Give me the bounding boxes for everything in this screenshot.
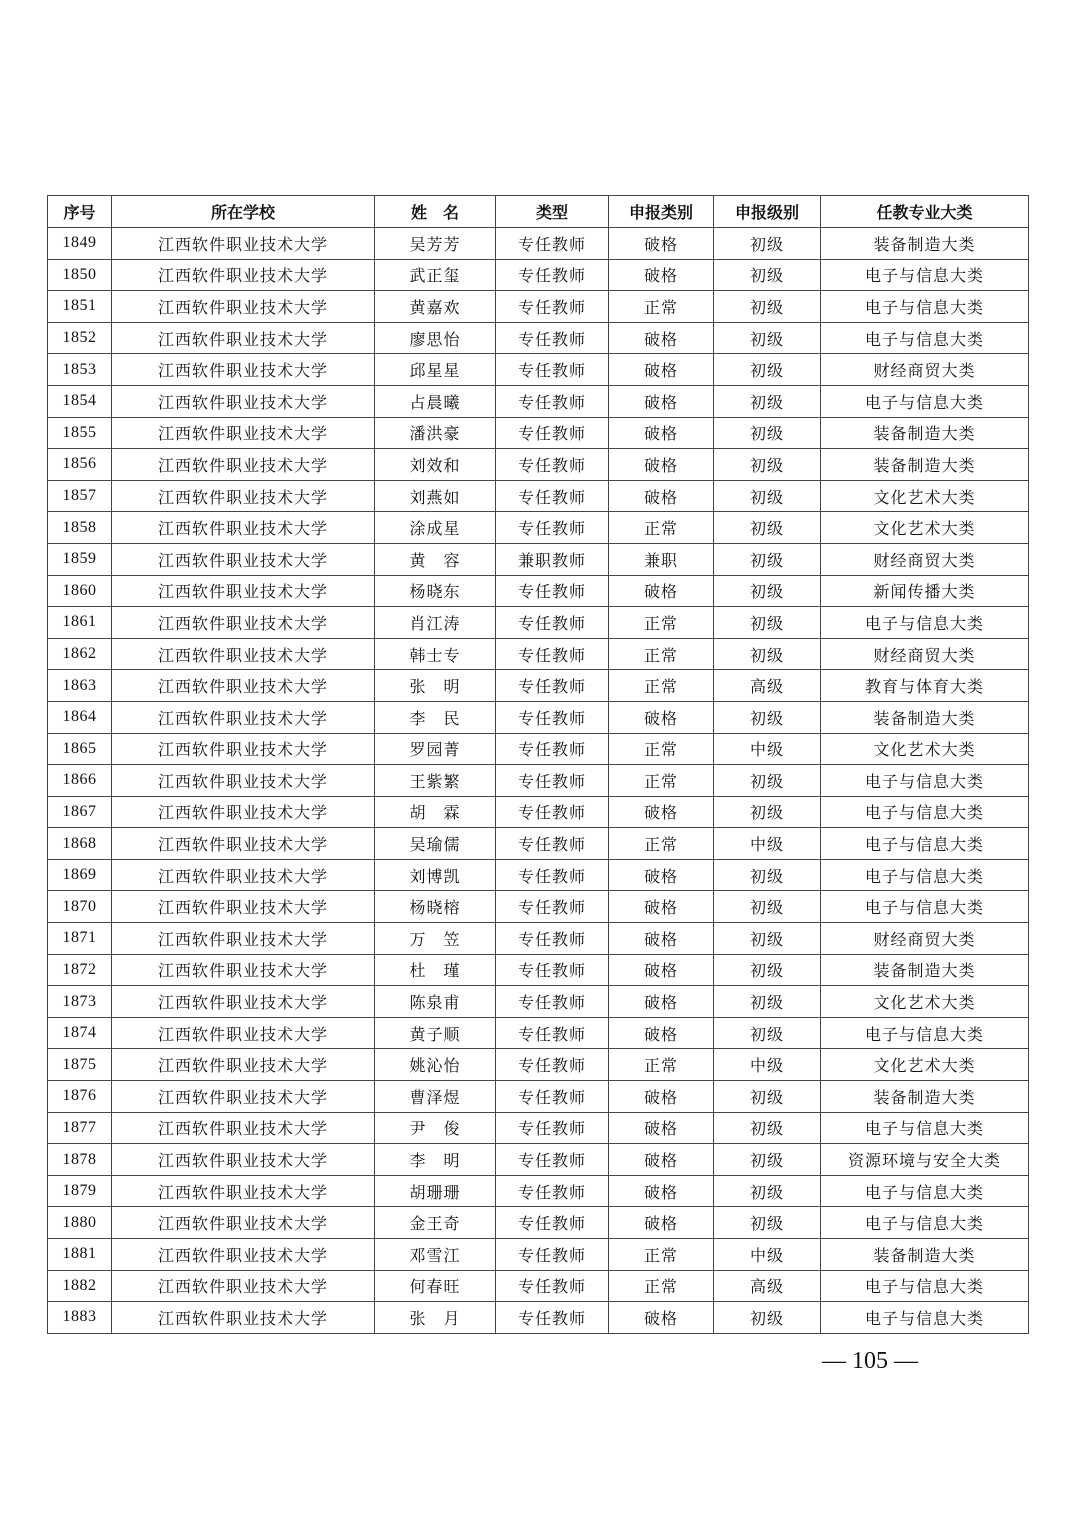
major-cell: 装备制造大类 bbox=[821, 449, 1029, 481]
major-cell: 电子与信息大类 bbox=[821, 322, 1029, 354]
school-cell: 江西软件职业技术大学 bbox=[112, 923, 375, 955]
name-cell: 吴瑜儒 bbox=[375, 828, 496, 860]
seq-cell: 1856 bbox=[48, 449, 112, 481]
major-cell: 电子与信息大类 bbox=[821, 891, 1029, 923]
type-cell: 专任教师 bbox=[496, 449, 609, 481]
seq-cell: 1860 bbox=[48, 575, 112, 607]
page-number: — 105 — bbox=[822, 1348, 918, 1374]
seq-cell: 1864 bbox=[48, 701, 112, 733]
seq-cell: 1879 bbox=[48, 1175, 112, 1207]
name-cell: 尹 俊 bbox=[375, 1112, 496, 1144]
category-cell: 破格 bbox=[609, 1144, 714, 1176]
table-row bbox=[48, 733, 1029, 765]
type-cell: 专任教师 bbox=[496, 828, 609, 860]
school-cell: 江西软件职业技术大学 bbox=[112, 765, 375, 797]
seq-cell: 1861 bbox=[48, 607, 112, 639]
school-cell: 江西软件职业技术大学 bbox=[112, 1017, 375, 1049]
school-cell: 江西软件职业技术大学 bbox=[112, 1207, 375, 1239]
seq-cell: 1882 bbox=[48, 1270, 112, 1302]
type-cell: 专任教师 bbox=[496, 1302, 609, 1334]
type-cell: 专任教师 bbox=[496, 575, 609, 607]
level-cell: 初级 bbox=[714, 701, 821, 733]
col-school-header: 所在学校 bbox=[112, 196, 375, 228]
school-cell: 江西软件职业技术大学 bbox=[112, 1081, 375, 1113]
name-cell: 韩士专 bbox=[375, 638, 496, 670]
category-cell: 破格 bbox=[609, 954, 714, 986]
seq-cell: 1854 bbox=[48, 385, 112, 417]
seq-cell: 1874 bbox=[48, 1017, 112, 1049]
level-cell: 初级 bbox=[714, 1081, 821, 1113]
major-cell: 资源环境与安全大类 bbox=[821, 1144, 1029, 1176]
name-cell: 杨晓榕 bbox=[375, 891, 496, 923]
name-cell: 胡 霖 bbox=[375, 796, 496, 828]
table-row bbox=[48, 228, 1029, 260]
level-cell: 初级 bbox=[714, 480, 821, 512]
type-cell: 专任教师 bbox=[496, 670, 609, 702]
table-row bbox=[48, 607, 1029, 639]
type-cell: 专任教师 bbox=[496, 1239, 609, 1271]
seq-cell: 1855 bbox=[48, 417, 112, 449]
category-cell: 破格 bbox=[609, 228, 714, 260]
table-row bbox=[48, 512, 1029, 544]
type-cell: 专任教师 bbox=[496, 986, 609, 1018]
school-cell: 江西软件职业技术大学 bbox=[112, 417, 375, 449]
header-row bbox=[48, 196, 1029, 228]
school-cell: 江西软件职业技术大学 bbox=[112, 670, 375, 702]
category-cell: 正常 bbox=[609, 733, 714, 765]
level-cell: 初级 bbox=[714, 1302, 821, 1334]
col-name-header: 姓 名 bbox=[375, 196, 496, 228]
level-cell: 初级 bbox=[714, 512, 821, 544]
major-cell: 财经商贸大类 bbox=[821, 543, 1029, 575]
level-cell: 初级 bbox=[714, 796, 821, 828]
type-cell: 专任教师 bbox=[496, 796, 609, 828]
major-cell: 电子与信息大类 bbox=[821, 859, 1029, 891]
major-cell: 电子与信息大类 bbox=[821, 765, 1029, 797]
major-cell: 装备制造大类 bbox=[821, 1239, 1029, 1271]
name-cell: 邓雪江 bbox=[375, 1239, 496, 1271]
name-cell: 黄嘉欢 bbox=[375, 291, 496, 323]
category-cell: 破格 bbox=[609, 259, 714, 291]
level-cell: 初级 bbox=[714, 228, 821, 260]
name-cell: 占晨曦 bbox=[375, 385, 496, 417]
level-cell: 中级 bbox=[714, 1239, 821, 1271]
school-cell: 江西软件职业技术大学 bbox=[112, 512, 375, 544]
level-cell: 初级 bbox=[714, 354, 821, 386]
seq-cell: 1859 bbox=[48, 543, 112, 575]
category-cell: 破格 bbox=[609, 923, 714, 955]
table-row bbox=[48, 385, 1029, 417]
name-cell: 肖江涛 bbox=[375, 607, 496, 639]
major-cell: 电子与信息大类 bbox=[821, 828, 1029, 860]
col-category-header: 申报类别 bbox=[609, 196, 714, 228]
table-row bbox=[48, 923, 1029, 955]
school-cell: 江西软件职业技术大学 bbox=[112, 543, 375, 575]
school-cell: 江西软件职业技术大学 bbox=[112, 322, 375, 354]
seq-cell: 1865 bbox=[48, 733, 112, 765]
level-cell: 初级 bbox=[714, 543, 821, 575]
type-cell: 专任教师 bbox=[496, 607, 609, 639]
name-cell: 杨晓东 bbox=[375, 575, 496, 607]
seq-cell: 1876 bbox=[48, 1081, 112, 1113]
category-cell: 破格 bbox=[609, 859, 714, 891]
major-cell: 电子与信息大类 bbox=[821, 1112, 1029, 1144]
table-row bbox=[48, 1017, 1029, 1049]
table-row bbox=[48, 828, 1029, 860]
name-cell: 刘效和 bbox=[375, 449, 496, 481]
table-row bbox=[48, 480, 1029, 512]
seq-cell: 1875 bbox=[48, 1049, 112, 1081]
type-cell: 专任教师 bbox=[496, 1081, 609, 1113]
level-cell: 初级 bbox=[714, 322, 821, 354]
school-cell: 江西软件职业技术大学 bbox=[112, 796, 375, 828]
school-cell: 江西软件职业技术大学 bbox=[112, 828, 375, 860]
category-cell: 破格 bbox=[609, 385, 714, 417]
table-row bbox=[48, 670, 1029, 702]
level-cell: 初级 bbox=[714, 575, 821, 607]
school-cell: 江西软件职业技术大学 bbox=[112, 575, 375, 607]
table-row bbox=[48, 1302, 1029, 1334]
level-cell: 初级 bbox=[714, 259, 821, 291]
table-row bbox=[48, 796, 1029, 828]
seq-cell: 1872 bbox=[48, 954, 112, 986]
seq-cell: 1850 bbox=[48, 259, 112, 291]
level-cell: 初级 bbox=[714, 1144, 821, 1176]
type-cell: 专任教师 bbox=[496, 228, 609, 260]
school-cell: 江西软件职业技术大学 bbox=[112, 638, 375, 670]
major-cell: 财经商贸大类 bbox=[821, 354, 1029, 386]
school-cell: 江西软件职业技术大学 bbox=[112, 1302, 375, 1334]
category-cell: 兼职 bbox=[609, 543, 714, 575]
table-row bbox=[48, 575, 1029, 607]
table-body bbox=[48, 228, 1029, 1334]
seq-cell: 1852 bbox=[48, 322, 112, 354]
table-row bbox=[48, 1144, 1029, 1176]
name-cell: 万 笠 bbox=[375, 923, 496, 955]
type-cell: 专任教师 bbox=[496, 765, 609, 797]
major-cell: 文化艺术大类 bbox=[821, 1049, 1029, 1081]
table-row bbox=[48, 354, 1029, 386]
name-cell: 潘洪豪 bbox=[375, 417, 496, 449]
table-row bbox=[48, 1049, 1029, 1081]
seq-cell: 1883 bbox=[48, 1302, 112, 1334]
table-row bbox=[48, 701, 1029, 733]
school-cell: 江西软件职业技术大学 bbox=[112, 1239, 375, 1271]
name-cell: 金王奇 bbox=[375, 1207, 496, 1239]
school-cell: 江西软件职业技术大学 bbox=[112, 259, 375, 291]
seq-cell: 1880 bbox=[48, 1207, 112, 1239]
seq-cell: 1866 bbox=[48, 765, 112, 797]
level-cell: 初级 bbox=[714, 765, 821, 797]
seq-cell: 1869 bbox=[48, 859, 112, 891]
category-cell: 破格 bbox=[609, 449, 714, 481]
table-row bbox=[48, 1175, 1029, 1207]
name-cell: 张 明 bbox=[375, 670, 496, 702]
type-cell: 专任教师 bbox=[496, 480, 609, 512]
name-cell: 吴芳芳 bbox=[375, 228, 496, 260]
category-cell: 正常 bbox=[609, 607, 714, 639]
table-row bbox=[48, 859, 1029, 891]
category-cell: 正常 bbox=[609, 1049, 714, 1081]
name-cell: 胡珊珊 bbox=[375, 1175, 496, 1207]
major-cell: 文化艺术大类 bbox=[821, 512, 1029, 544]
name-cell: 黄 容 bbox=[375, 543, 496, 575]
school-cell: 江西软件职业技术大学 bbox=[112, 954, 375, 986]
major-cell: 电子与信息大类 bbox=[821, 259, 1029, 291]
school-cell: 江西软件职业技术大学 bbox=[112, 1049, 375, 1081]
category-cell: 正常 bbox=[609, 638, 714, 670]
level-cell: 初级 bbox=[714, 986, 821, 1018]
type-cell: 专任教师 bbox=[496, 417, 609, 449]
seq-cell: 1857 bbox=[48, 480, 112, 512]
major-cell: 电子与信息大类 bbox=[821, 1207, 1029, 1239]
level-cell: 初级 bbox=[714, 859, 821, 891]
name-cell: 涂成星 bbox=[375, 512, 496, 544]
level-cell: 中级 bbox=[714, 1049, 821, 1081]
level-cell: 初级 bbox=[714, 638, 821, 670]
category-cell: 破格 bbox=[609, 354, 714, 386]
school-cell: 江西软件职业技术大学 bbox=[112, 607, 375, 639]
level-cell: 初级 bbox=[714, 1175, 821, 1207]
type-cell: 专任教师 bbox=[496, 512, 609, 544]
category-cell: 正常 bbox=[609, 670, 714, 702]
name-cell: 陈泉甫 bbox=[375, 986, 496, 1018]
category-cell: 破格 bbox=[609, 480, 714, 512]
category-cell: 破格 bbox=[609, 575, 714, 607]
type-cell: 专任教师 bbox=[496, 1112, 609, 1144]
level-cell: 初级 bbox=[714, 449, 821, 481]
type-cell: 专任教师 bbox=[496, 322, 609, 354]
category-cell: 正常 bbox=[609, 1270, 714, 1302]
major-cell: 财经商贸大类 bbox=[821, 638, 1029, 670]
type-cell: 兼职教师 bbox=[496, 543, 609, 575]
category-cell: 正常 bbox=[609, 765, 714, 797]
major-cell: 文化艺术大类 bbox=[821, 480, 1029, 512]
major-cell: 装备制造大类 bbox=[821, 228, 1029, 260]
level-cell: 初级 bbox=[714, 607, 821, 639]
name-cell: 李 明 bbox=[375, 1144, 496, 1176]
category-cell: 破格 bbox=[609, 891, 714, 923]
category-cell: 正常 bbox=[609, 512, 714, 544]
major-cell: 文化艺术大类 bbox=[821, 986, 1029, 1018]
school-cell: 江西软件职业技术大学 bbox=[112, 1270, 375, 1302]
name-cell: 何春旺 bbox=[375, 1270, 496, 1302]
seq-cell: 1868 bbox=[48, 828, 112, 860]
major-cell: 电子与信息大类 bbox=[821, 291, 1029, 323]
name-cell: 杜 瑾 bbox=[375, 954, 496, 986]
level-cell: 初级 bbox=[714, 923, 821, 955]
col-seq-header: 序号 bbox=[48, 196, 112, 228]
level-cell: 高级 bbox=[714, 670, 821, 702]
type-cell: 专任教师 bbox=[496, 733, 609, 765]
school-cell: 江西软件职业技术大学 bbox=[112, 733, 375, 765]
category-cell: 正常 bbox=[609, 291, 714, 323]
table-header bbox=[48, 196, 1029, 228]
seq-cell: 1881 bbox=[48, 1239, 112, 1271]
table-row bbox=[48, 986, 1029, 1018]
col-major-header: 任教专业大类 bbox=[821, 196, 1029, 228]
category-cell: 破格 bbox=[609, 1017, 714, 1049]
name-cell: 黄子顺 bbox=[375, 1017, 496, 1049]
seq-cell: 1870 bbox=[48, 891, 112, 923]
type-cell: 专任教师 bbox=[496, 701, 609, 733]
table-row bbox=[48, 765, 1029, 797]
category-cell: 破格 bbox=[609, 1175, 714, 1207]
major-cell: 电子与信息大类 bbox=[821, 1017, 1029, 1049]
school-cell: 江西软件职业技术大学 bbox=[112, 891, 375, 923]
level-cell: 初级 bbox=[714, 954, 821, 986]
major-cell: 电子与信息大类 bbox=[821, 385, 1029, 417]
type-cell: 专任教师 bbox=[496, 1207, 609, 1239]
name-cell: 刘博凯 bbox=[375, 859, 496, 891]
type-cell: 专任教师 bbox=[496, 1270, 609, 1302]
table-row bbox=[48, 291, 1029, 323]
table-row bbox=[48, 449, 1029, 481]
table-row bbox=[48, 1270, 1029, 1302]
major-cell: 装备制造大类 bbox=[821, 1081, 1029, 1113]
type-cell: 专任教师 bbox=[496, 385, 609, 417]
type-cell: 专任教师 bbox=[496, 1144, 609, 1176]
level-cell: 中级 bbox=[714, 733, 821, 765]
table-row bbox=[48, 1081, 1029, 1113]
seq-cell: 1867 bbox=[48, 796, 112, 828]
table-row bbox=[48, 1239, 1029, 1271]
name-cell: 罗园菁 bbox=[375, 733, 496, 765]
table-row bbox=[48, 1207, 1029, 1239]
type-cell: 专任教师 bbox=[496, 354, 609, 386]
level-cell: 初级 bbox=[714, 1017, 821, 1049]
school-cell: 江西软件职业技术大学 bbox=[112, 986, 375, 1018]
type-cell: 专任教师 bbox=[496, 259, 609, 291]
name-cell: 武正玺 bbox=[375, 259, 496, 291]
roster-table bbox=[47, 195, 1029, 1334]
category-cell: 破格 bbox=[609, 986, 714, 1018]
col-type-header: 类型 bbox=[496, 196, 609, 228]
table-row bbox=[48, 1112, 1029, 1144]
major-cell: 新闻传播大类 bbox=[821, 575, 1029, 607]
major-cell: 电子与信息大类 bbox=[821, 1175, 1029, 1207]
name-cell: 邱星星 bbox=[375, 354, 496, 386]
school-cell: 江西软件职业技术大学 bbox=[112, 385, 375, 417]
category-cell: 正常 bbox=[609, 828, 714, 860]
col-level-header: 申报级别 bbox=[714, 196, 821, 228]
type-cell: 专任教师 bbox=[496, 1049, 609, 1081]
table-row bbox=[48, 417, 1029, 449]
school-cell: 江西软件职业技术大学 bbox=[112, 859, 375, 891]
school-cell: 江西软件职业技术大学 bbox=[112, 1144, 375, 1176]
name-cell: 姚沁怡 bbox=[375, 1049, 496, 1081]
seq-cell: 1863 bbox=[48, 670, 112, 702]
school-cell: 江西软件职业技术大学 bbox=[112, 1112, 375, 1144]
seq-cell: 1849 bbox=[48, 228, 112, 260]
table-row bbox=[48, 891, 1029, 923]
type-cell: 专任教师 bbox=[496, 923, 609, 955]
level-cell: 初级 bbox=[714, 1207, 821, 1239]
category-cell: 破格 bbox=[609, 796, 714, 828]
level-cell: 初级 bbox=[714, 891, 821, 923]
category-cell: 破格 bbox=[609, 417, 714, 449]
name-cell: 张 月 bbox=[375, 1302, 496, 1334]
category-cell: 正常 bbox=[609, 1239, 714, 1271]
level-cell: 初级 bbox=[714, 385, 821, 417]
type-cell: 专任教师 bbox=[496, 891, 609, 923]
seq-cell: 1878 bbox=[48, 1144, 112, 1176]
major-cell: 装备制造大类 bbox=[821, 417, 1029, 449]
major-cell: 教育与体育大类 bbox=[821, 670, 1029, 702]
major-cell: 财经商贸大类 bbox=[821, 923, 1029, 955]
category-cell: 破格 bbox=[609, 701, 714, 733]
level-cell: 初级 bbox=[714, 1112, 821, 1144]
seq-cell: 1858 bbox=[48, 512, 112, 544]
category-cell: 破格 bbox=[609, 1112, 714, 1144]
major-cell: 电子与信息大类 bbox=[821, 607, 1029, 639]
seq-cell: 1871 bbox=[48, 923, 112, 955]
level-cell: 初级 bbox=[714, 291, 821, 323]
major-cell: 装备制造大类 bbox=[821, 701, 1029, 733]
school-cell: 江西软件职业技术大学 bbox=[112, 354, 375, 386]
seq-cell: 1853 bbox=[48, 354, 112, 386]
category-cell: 破格 bbox=[609, 1207, 714, 1239]
table-row bbox=[48, 638, 1029, 670]
seq-cell: 1877 bbox=[48, 1112, 112, 1144]
level-cell: 中级 bbox=[714, 828, 821, 860]
major-cell: 装备制造大类 bbox=[821, 954, 1029, 986]
type-cell: 专任教师 bbox=[496, 291, 609, 323]
school-cell: 江西软件职业技术大学 bbox=[112, 449, 375, 481]
level-cell: 高级 bbox=[714, 1270, 821, 1302]
name-cell: 刘燕如 bbox=[375, 480, 496, 512]
school-cell: 江西软件职业技术大学 bbox=[112, 1175, 375, 1207]
seq-cell: 1873 bbox=[48, 986, 112, 1018]
name-cell: 曹泽煜 bbox=[375, 1081, 496, 1113]
table-row bbox=[48, 259, 1029, 291]
type-cell: 专任教师 bbox=[496, 1175, 609, 1207]
name-cell: 李 民 bbox=[375, 701, 496, 733]
table-row bbox=[48, 954, 1029, 986]
major-cell: 电子与信息大类 bbox=[821, 1302, 1029, 1334]
seq-cell: 1851 bbox=[48, 291, 112, 323]
type-cell: 专任教师 bbox=[496, 954, 609, 986]
category-cell: 破格 bbox=[609, 1081, 714, 1113]
school-cell: 江西软件职业技术大学 bbox=[112, 291, 375, 323]
school-cell: 江西软件职业技术大学 bbox=[112, 228, 375, 260]
level-cell: 初级 bbox=[714, 417, 821, 449]
category-cell: 破格 bbox=[609, 1302, 714, 1334]
major-cell: 电子与信息大类 bbox=[821, 1270, 1029, 1302]
table-row bbox=[48, 543, 1029, 575]
type-cell: 专任教师 bbox=[496, 638, 609, 670]
type-cell: 专任教师 bbox=[496, 1017, 609, 1049]
school-cell: 江西软件职业技术大学 bbox=[112, 480, 375, 512]
name-cell: 王紫繁 bbox=[375, 765, 496, 797]
major-cell: 电子与信息大类 bbox=[821, 796, 1029, 828]
type-cell: 专任教师 bbox=[496, 859, 609, 891]
school-cell: 江西软件职业技术大学 bbox=[112, 701, 375, 733]
seq-cell: 1862 bbox=[48, 638, 112, 670]
category-cell: 破格 bbox=[609, 322, 714, 354]
name-cell: 廖思怡 bbox=[375, 322, 496, 354]
table-row bbox=[48, 322, 1029, 354]
major-cell: 文化艺术大类 bbox=[821, 733, 1029, 765]
